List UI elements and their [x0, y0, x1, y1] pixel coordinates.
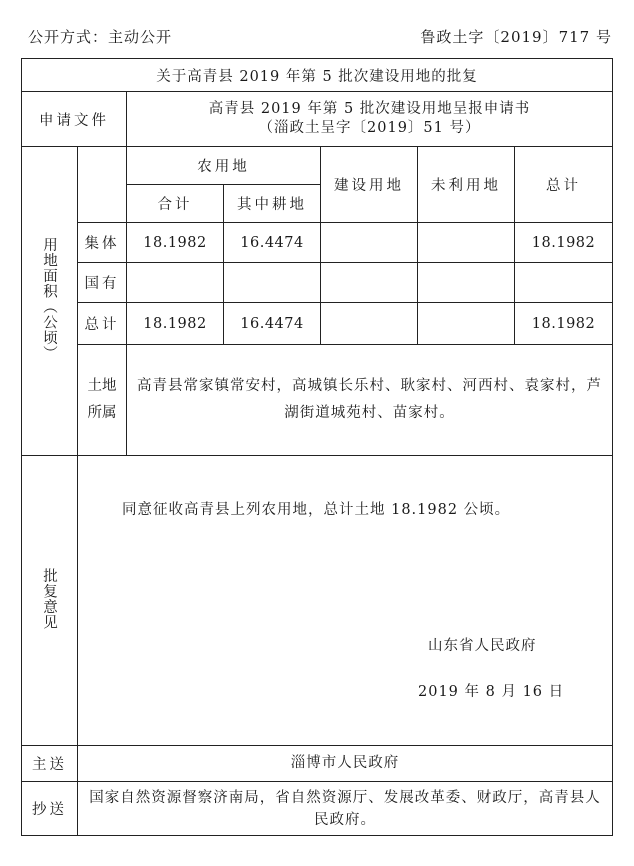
cell-subtotal: 18.1982: [127, 223, 224, 263]
cell-cultivated: 16.4474: [224, 303, 321, 345]
col-unused-land: 未利用地: [418, 147, 515, 223]
document-number: 鲁政土字〔2019〕717 号: [420, 28, 612, 46]
table-row-state: [22, 263, 613, 303]
application-title: 高青县 2019 年第 5 批次建设用地呈报申请书: [208, 101, 531, 117]
main-recipient-label: 主送: [22, 746, 78, 782]
cell-construction: [321, 223, 418, 263]
col-grand-total: 总计: [515, 147, 613, 223]
ownership-label: [78, 345, 127, 456]
cell-unused: [418, 303, 515, 345]
ownership-label-line1: 土地: [87, 378, 117, 394]
col-agri-subtotal: 合计: [127, 185, 224, 223]
cell-subtotal: 18.1982: [127, 303, 224, 345]
cell-construction: [321, 303, 418, 345]
col-cultivated-land: 其中耕地: [224, 185, 321, 223]
cc-value: 国家自然资源督察济南局，省自然资源厅、发展改革委、财政厅，高青县人民政府。: [78, 782, 613, 836]
col-agricultural-land: 农用地: [127, 147, 321, 185]
table-row-total: [22, 303, 613, 345]
cell-cultivated: [224, 263, 321, 303]
application-label: 申请文件: [22, 92, 127, 147]
land-area-label-text: 用地面积（公顷）: [41, 237, 57, 361]
cc-label: 抄送: [22, 782, 78, 836]
ownership-villages: 高青县常家镇常安村，高城镇长乐村、耿家村、河西村、袁家村，芦湖街道城苑村、苗家村。: [127, 345, 613, 456]
row-label: 总计: [78, 303, 127, 345]
cell-unused: [418, 263, 515, 303]
approving-authority: 山东省人民政府: [428, 638, 537, 654]
application-reference: （淄政土呈字〔2019〕51 号）: [258, 120, 481, 136]
cell-unused: [418, 223, 515, 263]
application-document: [127, 92, 613, 147]
approval-form-table: [21, 58, 613, 836]
cell-construction: [321, 263, 418, 303]
main-recipient-value: 淄博市人民政府: [78, 746, 613, 782]
table-row-collective: [22, 223, 613, 263]
land-area-label: [22, 147, 78, 456]
approval-date: 2019 年 8 月 16 日: [418, 684, 565, 700]
disclosure-method: 公开方式：主动公开: [28, 28, 173, 46]
document-title: 关于高青县 2019 年第 5 批次建设用地的批复: [22, 59, 613, 92]
col-construction-land: 建设用地: [321, 147, 418, 223]
cell-cultivated: 16.4474: [224, 223, 321, 263]
row-label: 集体: [78, 223, 127, 263]
cell-total: 18.1982: [515, 223, 613, 263]
cell-total: [515, 263, 613, 303]
row-header-blank: [78, 147, 127, 223]
ownership-label-line2: 所属: [87, 405, 117, 421]
approval-label: [22, 456, 78, 746]
approval-opinion: [78, 456, 613, 746]
cell-subtotal: [127, 263, 224, 303]
cell-total: 18.1982: [515, 303, 613, 345]
approval-label-text: 批复意见: [41, 567, 57, 630]
approval-text: 同意征收高青县上列农用地，总计土地 18.1982 公顷。: [122, 502, 511, 518]
row-label: 国有: [78, 263, 127, 303]
